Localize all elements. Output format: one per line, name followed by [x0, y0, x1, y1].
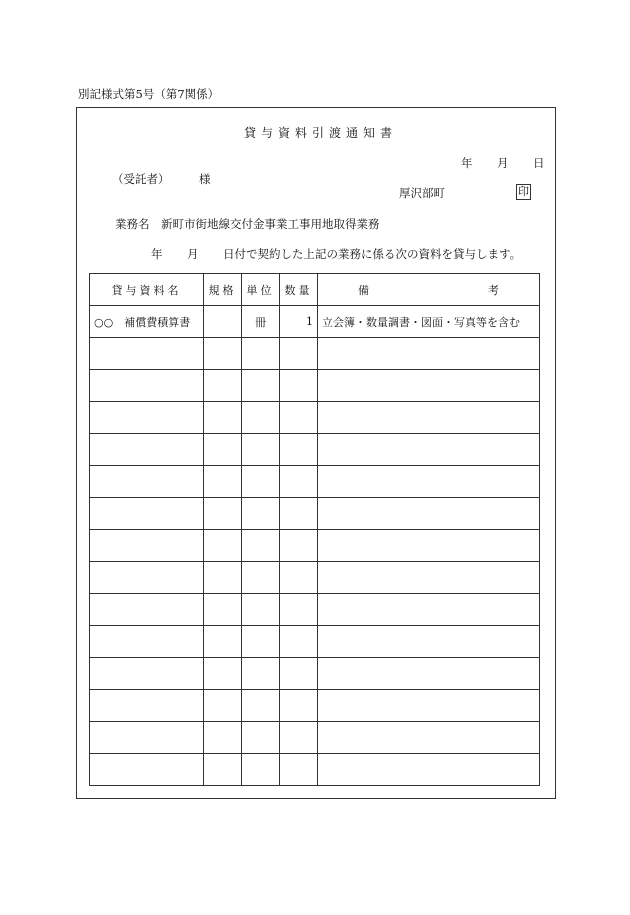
cell-unit: [242, 626, 280, 658]
cell-unit: [242, 562, 280, 594]
cell-spec: [204, 370, 242, 402]
cell-qty: [280, 562, 318, 594]
cell-qty: [280, 498, 318, 530]
cell-unit: [242, 690, 280, 722]
cell-name: [90, 658, 204, 690]
work-name: 業務名 新町市街地線交付金事業工事用地取得業務: [115, 217, 380, 231]
cell-qty: [280, 690, 318, 722]
header-spec: 規格: [204, 274, 242, 306]
table-row: [90, 722, 540, 754]
cell-note: [318, 402, 540, 434]
cell-unit: [242, 402, 280, 434]
body-year: 年: [151, 247, 163, 261]
table-row: [90, 498, 540, 530]
table-header-row: [90, 274, 540, 306]
cell-note: [318, 370, 540, 402]
cell-name: [90, 338, 204, 370]
cell-qty: [280, 594, 318, 626]
cell-spec: [204, 530, 242, 562]
table-row: [90, 338, 540, 370]
date-year: 年: [461, 156, 473, 170]
cell-qty: 1: [280, 306, 318, 338]
cell-unit: [242, 370, 280, 402]
cell-qty: [280, 402, 318, 434]
cell-qty: [280, 466, 318, 498]
table-row: [90, 434, 540, 466]
cell-spec: [204, 626, 242, 658]
cell-note: [318, 722, 540, 754]
cell-note: [318, 562, 540, 594]
cell-spec: [204, 722, 242, 754]
cell-name: [90, 690, 204, 722]
sender-name: 厚沢部町: [399, 186, 445, 200]
seal-mark: [516, 184, 531, 200]
cell-name: [90, 754, 204, 786]
cell-name: [90, 562, 204, 594]
cell-note: [318, 498, 540, 530]
cell-spec: [204, 594, 242, 626]
cell-qty: [280, 530, 318, 562]
table-row: [90, 402, 540, 434]
cell-note: [318, 594, 540, 626]
document-title: 貸与資料引渡通知書: [244, 126, 398, 140]
header-note: [318, 274, 540, 306]
table-row: [90, 370, 540, 402]
cell-qty: [280, 754, 318, 786]
cell-name: [90, 722, 204, 754]
cell-name: [90, 434, 204, 466]
cell-spec: [204, 338, 242, 370]
cell-unit: [242, 466, 280, 498]
cell-unit: [242, 530, 280, 562]
cell-note: [318, 690, 540, 722]
seal-text: 印: [518, 185, 529, 198]
cell-spec: [204, 306, 242, 338]
body-text: 日付で契約した上記の業務に係る次の資料を貸与します。: [223, 247, 522, 261]
cell-spec: [204, 434, 242, 466]
cell-name: [90, 626, 204, 658]
table-row: [90, 466, 540, 498]
cell-note: [318, 754, 540, 786]
body-month: 月: [187, 247, 199, 261]
table-row: [90, 690, 540, 722]
form-label: 別記様式第5号（第7関係）: [78, 87, 220, 101]
date-month: 月: [497, 156, 509, 170]
cell-spec: [204, 690, 242, 722]
cell-unit: [242, 722, 280, 754]
table-row: [90, 594, 540, 626]
cell-name: [90, 466, 204, 498]
header-name: 貸与資料名: [90, 274, 204, 306]
cell-unit: [242, 594, 280, 626]
cell-unit: 冊: [242, 306, 280, 338]
date-day: 日: [533, 156, 545, 170]
cell-spec: [204, 754, 242, 786]
table-row: [90, 530, 540, 562]
cell-spec: [204, 498, 242, 530]
header-unit: 単位: [242, 274, 280, 306]
cell-spec: [204, 402, 242, 434]
table-row: [90, 306, 540, 338]
cell-qty: [280, 434, 318, 466]
header-note-left: 備: [358, 283, 369, 297]
cell-unit: [242, 434, 280, 466]
materials-table: [89, 273, 540, 786]
table-row: [90, 562, 540, 594]
cell-note: [318, 466, 540, 498]
cell-name: [90, 498, 204, 530]
header-qty: 数量: [280, 274, 318, 306]
cell-spec: [204, 466, 242, 498]
cell-unit: [242, 754, 280, 786]
cell-spec: [204, 562, 242, 594]
cell-note: [318, 626, 540, 658]
cell-qty: [280, 722, 318, 754]
cell-qty: [280, 658, 318, 690]
cell-name: ○○ 補償費積算書: [90, 306, 204, 338]
recipient-label: （受託者）: [112, 172, 170, 186]
table-row: [90, 626, 540, 658]
cell-qty: [280, 626, 318, 658]
table-row: [90, 754, 540, 786]
cell-unit: [242, 338, 280, 370]
table-row: [90, 658, 540, 690]
cell-note: [318, 434, 540, 466]
cell-name: [90, 370, 204, 402]
cell-unit: [242, 498, 280, 530]
cell-unit: [242, 658, 280, 690]
cell-name: [90, 594, 204, 626]
cell-note: [318, 658, 540, 690]
cell-spec: [204, 658, 242, 690]
cell-qty: [280, 370, 318, 402]
header-note-right: 考: [488, 283, 499, 297]
cell-name: [90, 530, 204, 562]
cell-qty: [280, 338, 318, 370]
cell-note: [318, 530, 540, 562]
cell-name: [90, 402, 204, 434]
cell-note: [318, 338, 540, 370]
cell-note: 立会簿・数量調書・図面・写真等を含む: [318, 306, 540, 338]
recipient-honorific: 様: [199, 172, 211, 186]
